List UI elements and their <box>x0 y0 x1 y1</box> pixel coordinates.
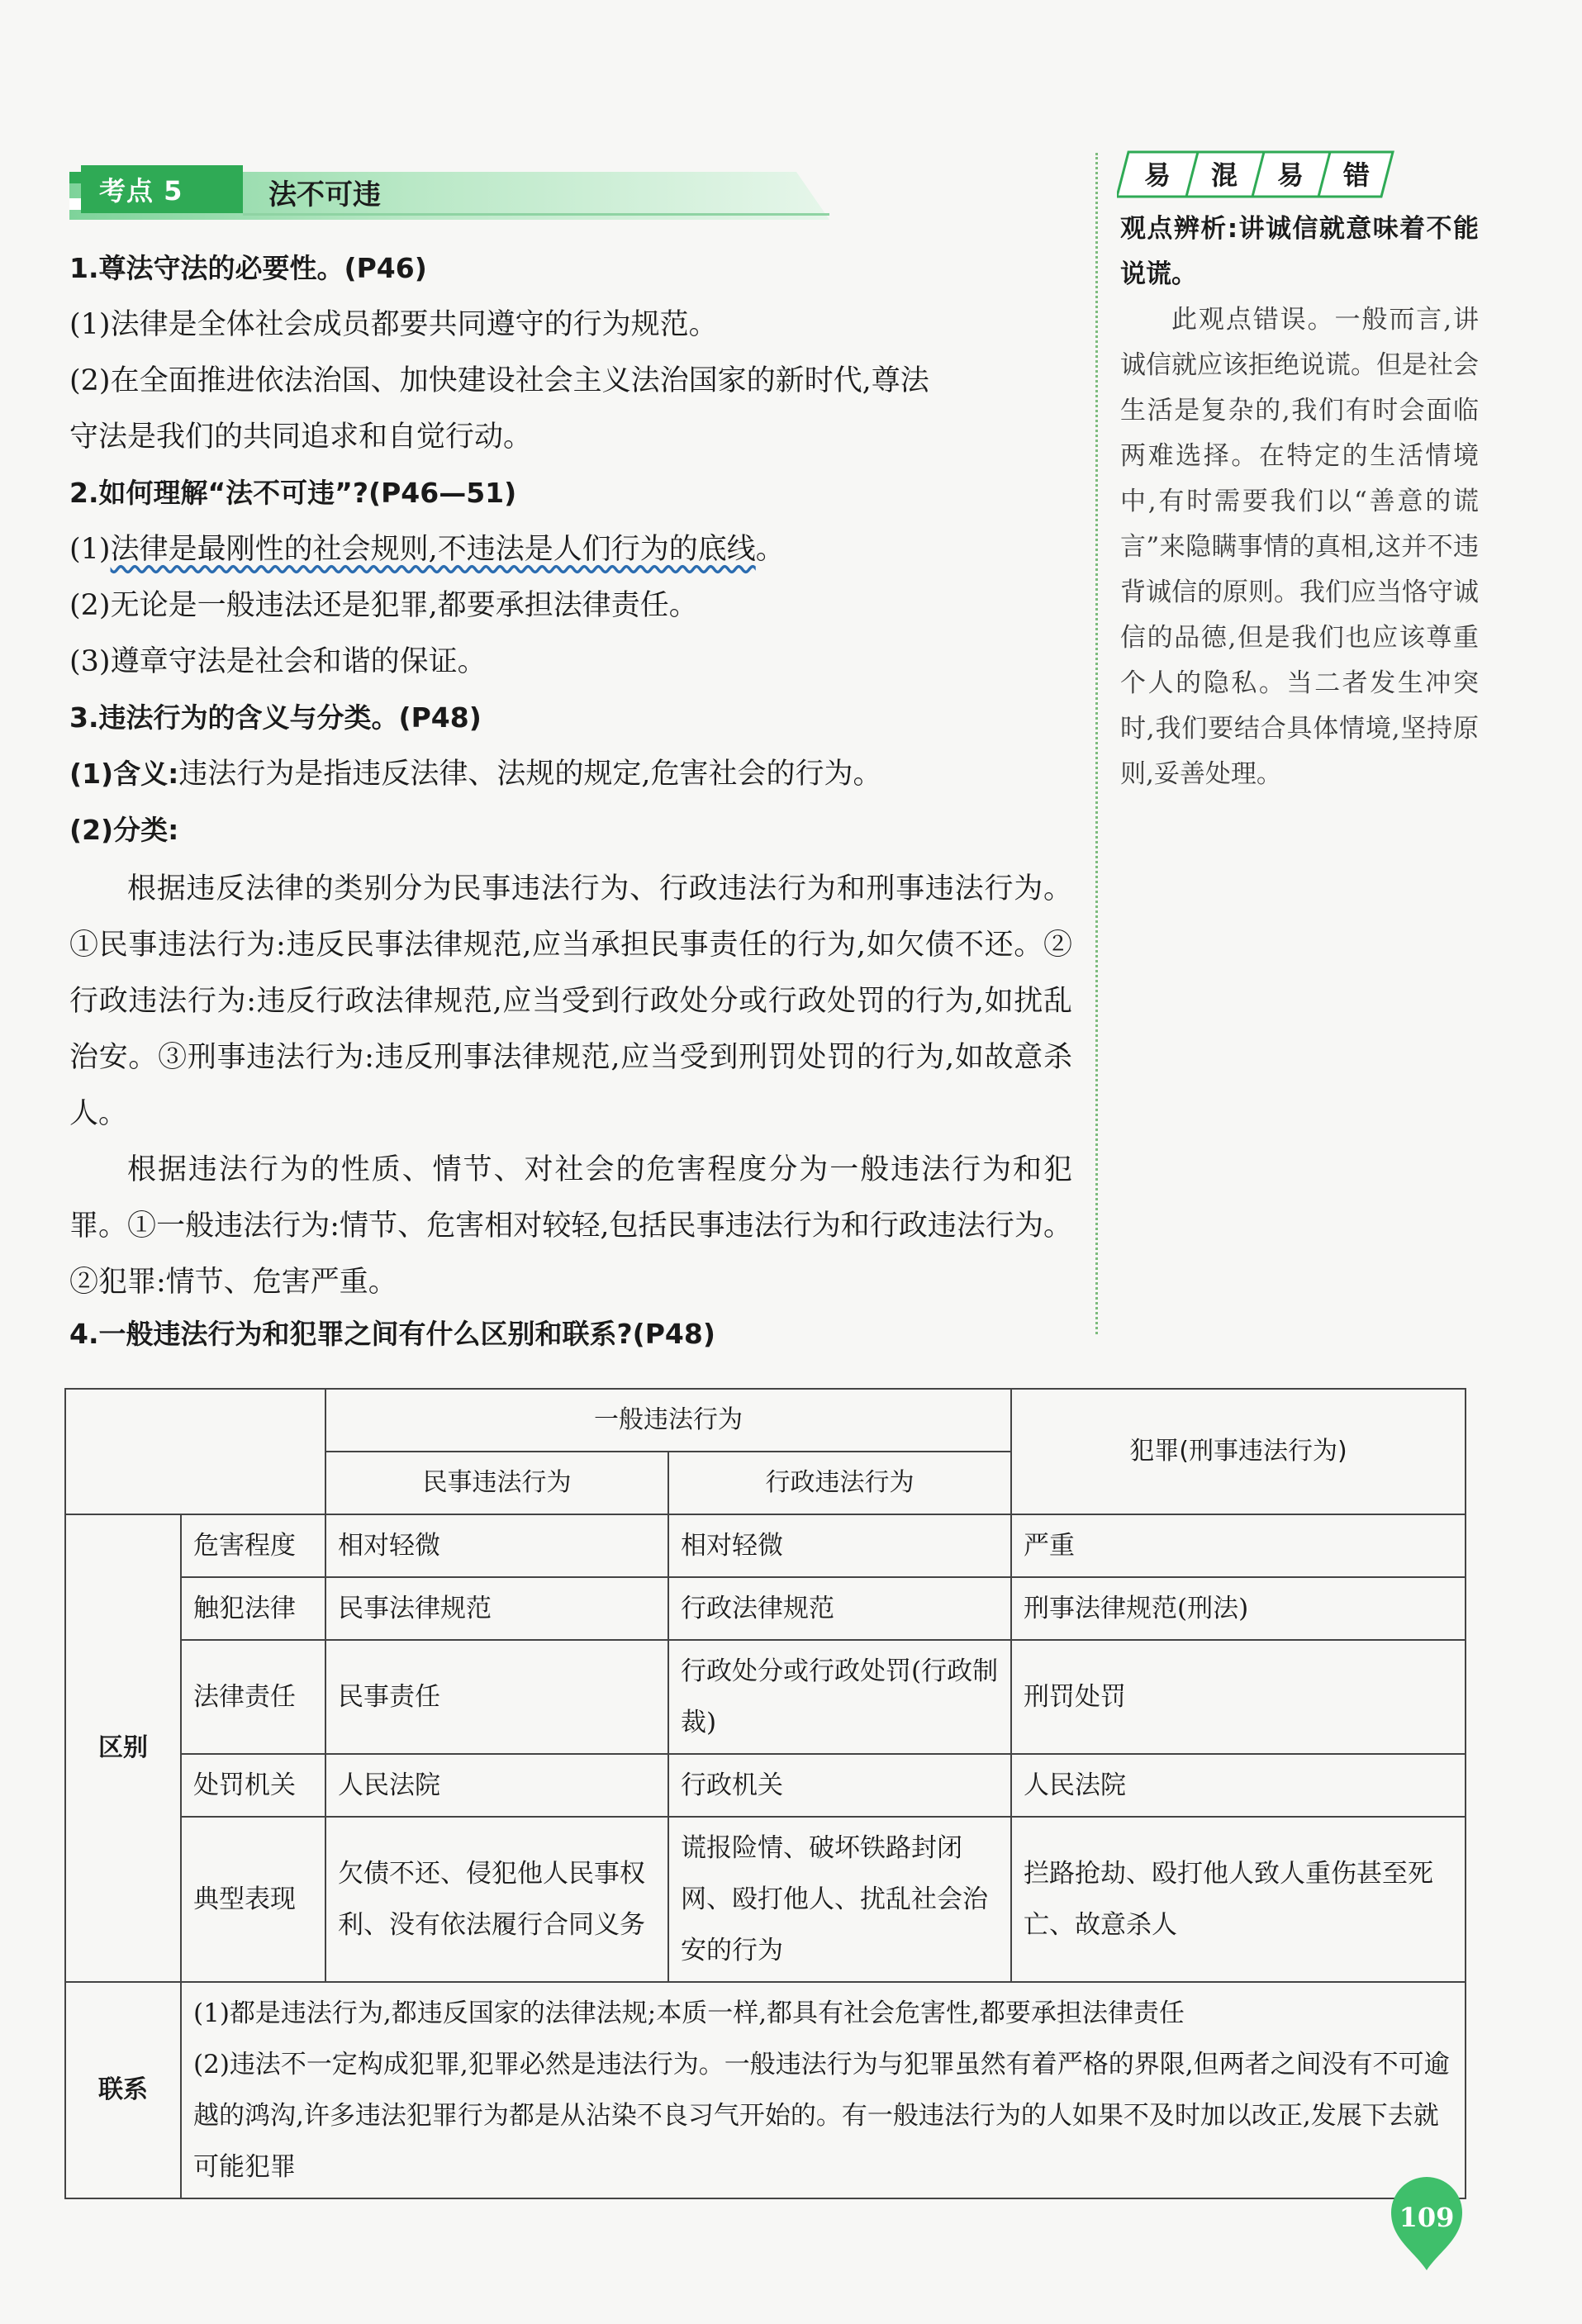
label-difference: 区别 <box>65 1514 181 1982</box>
q2-point-3: (3)遵章守法是社会和谐的保证。 <box>69 645 487 678</box>
q2-point-1-underlined: 法律是最刚性的社会规则,不违法是人们行为的底线 <box>110 533 756 566</box>
cell-admin: 行政机关 <box>668 1754 1011 1817</box>
q2-point-1-end: 。 <box>755 533 785 566</box>
header-civil: 民事违法行为 <box>325 1452 668 1514</box>
cell-crime: 人民法院 <box>1011 1754 1466 1817</box>
cell-admin: 谎报险情、破坏铁路封闭网、殴打他人、扰乱社会治安的行为 <box>668 1817 1011 1982</box>
cell-civil: 民事责任 <box>325 1640 668 1754</box>
table-row <box>65 1640 1466 1754</box>
comparison-table <box>64 1388 1466 2199</box>
cell-crime: 刑事法律规范(刑法) <box>1011 1577 1466 1640</box>
table-row <box>65 1514 1466 1577</box>
cell-crime: 严重 <box>1011 1514 1466 1577</box>
q2-point-2: (2)无论是一般违法还是犯罪,都要承担法律责任。 <box>69 589 698 622</box>
cell-civil: 人民法院 <box>325 1754 668 1817</box>
q4-title: 4.一般违法行为和犯罪之间有什么区别和联系?(P48) <box>69 1318 715 1350</box>
section-header-bar <box>69 165 829 220</box>
q2-title: 2.如何理解“法不可违”?(P46—51) <box>69 477 517 509</box>
sidebar-answer: 此观点错误。一般而言,讲诚信就应该拒绝说谎。但是社会生活是复杂的,我们有时会面临两难选择。在特定的生活情境中,有时需要我们以“善意的谎言”来隐瞒事情的真相,这并不违背诚信的原则。我们应当恪守诚信的品德,但是我们也应该尊重个人的隐私。当二者发生冲突时,我们要结合具体情境,坚持原则,妥善处理。 <box>1120 305 1479 789</box>
table-row <box>65 1754 1466 1817</box>
q2-point-1 <box>69 529 785 570</box>
sidebar-tag-char-4: 错 <box>1342 159 1371 191</box>
cell-civil: 欠债不还、侵犯他人民事权利、没有依法履行合同义务 <box>325 1817 668 1982</box>
q1-title: 1.尊法守法的必要性。(P46) <box>69 252 427 284</box>
row-label: 典型表现 <box>181 1817 325 1982</box>
cell-admin: 行政处分或行政处罚(行政制裁) <box>668 1640 1011 1754</box>
q3-paragraph-1: 根据违反法律的类别分为民事违法行为、行政违法行为和刑事违法行为。①民事违法行为:违反民事法律规范,应当承担民事责任的行为,如欠债不还。②行政违法行为:违反行政法律规范,应当受到行政处分或行政处罚的行为,如扰乱治安。③刑事违法行为:违反刑事法律规范,应当受到刑罚处罚的行为,如故意杀人。 <box>69 872 1072 1130</box>
q3-title: 3.违法行为的含义与分类。(P48) <box>69 701 482 734</box>
relation-point-1: (1)都是违法行为,都违反国家的法律法规;本质一样,都具有社会危害性,都要承担法律责任 <box>193 1998 1185 2028</box>
q3-definition <box>69 753 881 795</box>
sidebar-tag-char-1: 易 <box>1143 159 1171 191</box>
sidebar-divider <box>1095 153 1098 1334</box>
cell-admin: 行政法律规范 <box>668 1577 1011 1640</box>
table-row <box>65 1577 1466 1640</box>
row-label: 处罚机关 <box>181 1754 325 1817</box>
q1-point-2b: 守法是我们的共同追求和自觉行动。 <box>69 421 533 454</box>
sidebar-tag <box>1117 150 1398 198</box>
section-title: 法不可违 <box>268 178 381 211</box>
label-relation: 联系 <box>65 1982 181 2198</box>
q3-classification-label: (2)分类: <box>69 814 179 846</box>
relation-point-2: (2)违法不一定构成犯罪,犯罪必然是违法行为。一般违法行为与犯罪虽然有着严格的界限,但两者之间没有不可逾越的鸿沟,许多违法犯罪行为都是从沾染不良习气开始的。有一般违法行为的人如果不及时加以改正,发展下去就可能犯罪 <box>193 2050 1450 2182</box>
q3-definition-body: 违法行为是指违反法律、法规的规定,危害社会的行为。 <box>178 758 882 791</box>
q1-point-1: (1)法律是全体社会成员都要共同遵守的行为规范。 <box>69 308 718 341</box>
cell-crime: 刑罚处罚 <box>1011 1640 1466 1754</box>
page-number: 109 <box>1399 2202 1455 2233</box>
section-badge: 考点 5 <box>99 175 183 207</box>
cell-admin: 相对轻微 <box>668 1514 1011 1577</box>
q3-paragraph-2: 根据违法行为的性质、情节、对社会的危害程度分为一般违法行为和犯罪。①一般违法行为:情节、危害相对较轻,包括民事违法行为和行政违法行为。②犯罪:情节、危害严重。 <box>69 1153 1072 1299</box>
table-row <box>65 1817 1466 1982</box>
relation-cell <box>181 1982 1466 2198</box>
header-admin: 行政违法行为 <box>668 1452 1011 1514</box>
sidebar-question: 观点辨析:讲诚信就意味着不能说谎。 <box>1120 214 1479 289</box>
header-crime: 犯罪(刑事违法行为) <box>1011 1389 1466 1514</box>
cell-civil: 相对轻微 <box>325 1514 668 1577</box>
cell-crime: 拦路抢劫、殴打他人致人重伤甚至死亡、故意杀人 <box>1011 1817 1466 1982</box>
q3-definition-label: (1)含义: <box>69 758 179 790</box>
sidebar-tag-char-2: 混 <box>1210 159 1238 191</box>
table-corner <box>65 1389 325 1514</box>
cell-civil: 民事法律规范 <box>325 1577 668 1640</box>
row-label: 危害程度 <box>181 1514 325 1577</box>
header-general-violation: 一般违法行为 <box>325 1389 1011 1452</box>
sidebar-tag-char-3: 易 <box>1276 159 1304 191</box>
q1-point-2a: (2)在全面推进依法治国、加快建设社会主义法治国家的新时代,尊法 <box>69 364 929 397</box>
row-label: 触犯法律 <box>181 1577 325 1640</box>
q2-point-1-prefix: (1) <box>69 533 111 566</box>
table-row-relation <box>65 1982 1466 2198</box>
row-label: 法律责任 <box>181 1640 325 1754</box>
